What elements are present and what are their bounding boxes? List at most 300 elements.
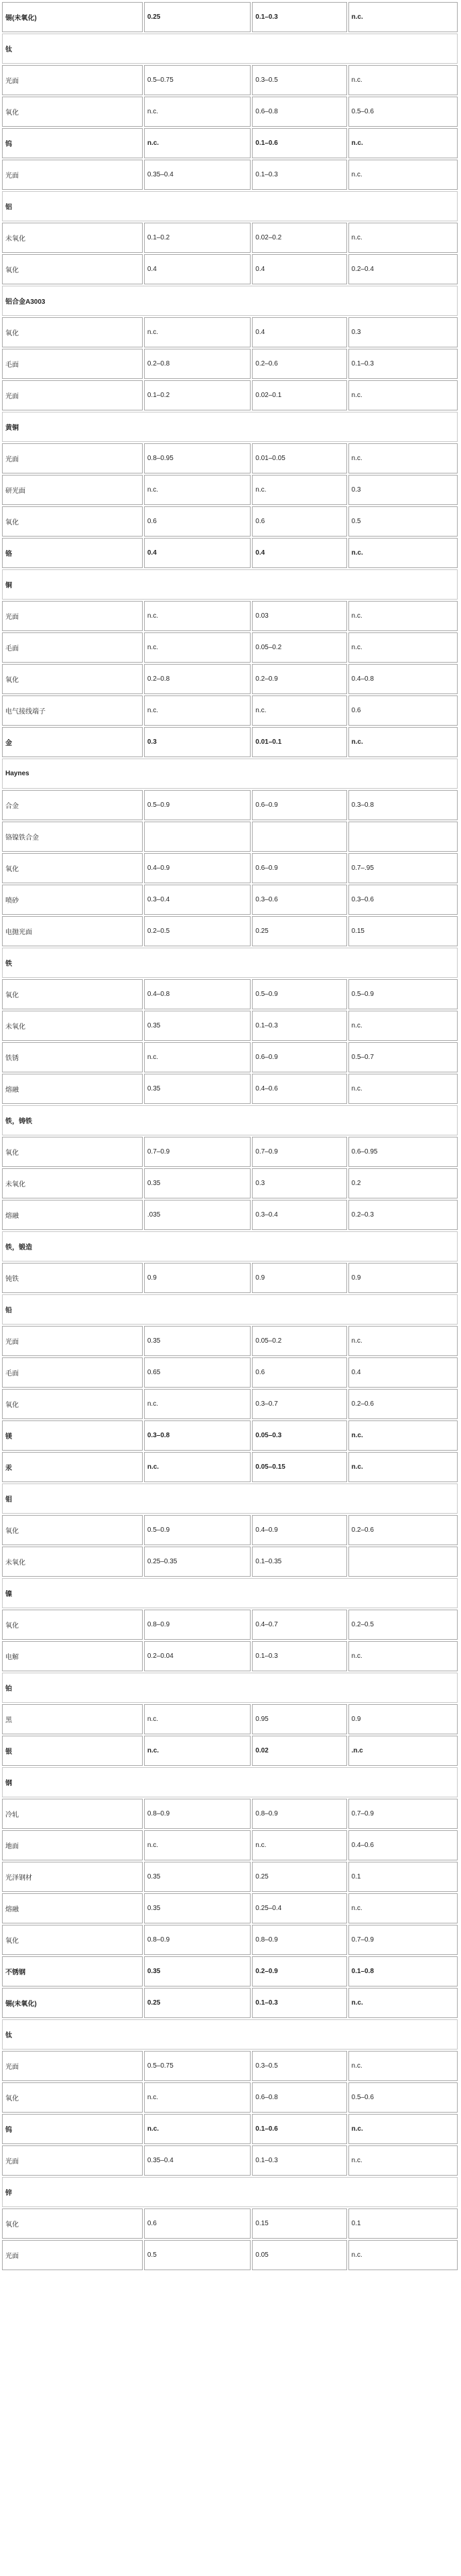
value-cell-col3: n.c. xyxy=(348,632,458,663)
value-cell-col2: 0.1–0.6 xyxy=(252,2114,346,2144)
value-cell-col3: n.c. xyxy=(348,65,458,95)
table-row xyxy=(2,1704,458,1734)
group-heading: 铁，锻造 xyxy=(2,1231,458,1262)
value-cell-col1: n.c. xyxy=(144,97,251,127)
value-cell-col3: n.c. xyxy=(348,1420,458,1451)
material-cell: 熔融 xyxy=(2,1893,143,1923)
material-cell: 光面 xyxy=(2,380,143,410)
table-row xyxy=(2,97,458,127)
value-cell-col2: 0.3–0.5 xyxy=(252,65,346,95)
material-cell: 黑 xyxy=(2,1704,143,1734)
table-row xyxy=(2,1137,458,1167)
value-cell-col3: n.c. xyxy=(348,2240,458,2270)
material-cell: 铬镍铁合金 xyxy=(2,822,143,852)
value-cell-col1: 0.8–0.9 xyxy=(144,1799,251,1829)
table-row xyxy=(2,916,458,946)
table-row xyxy=(2,1389,458,1419)
value-cell-col2: 0.25–0.4 xyxy=(252,1893,346,1923)
value-cell-col3: 0.6 xyxy=(348,695,458,726)
table-row xyxy=(2,1515,458,1545)
value-cell-col3: 0.9 xyxy=(348,1704,458,1734)
value-cell-col1: 0.4 xyxy=(144,254,251,284)
table-row xyxy=(2,1452,458,1482)
material-cell: 光面 xyxy=(2,160,143,190)
value-cell-col2 xyxy=(252,822,346,852)
value-cell-col1: 0.2–0.8 xyxy=(144,349,251,379)
value-cell-col2: 0.2–0.9 xyxy=(252,1956,346,1986)
table-row xyxy=(2,695,458,726)
material-cell: 光面 xyxy=(2,2145,143,2176)
value-cell-col3: 0.5–0.9 xyxy=(348,979,458,1009)
material-cell: 毛面 xyxy=(2,632,143,663)
value-cell-col1: 0.35 xyxy=(144,1168,251,1198)
value-cell-col3: n.c. xyxy=(348,1893,458,1923)
material-cell: 电气接线端子 xyxy=(2,695,143,726)
value-cell-col3: 0.7–0.9 xyxy=(348,1925,458,1955)
table-row xyxy=(2,443,458,473)
value-cell-col1: n.c. xyxy=(144,2082,251,2113)
material-cell: 氧化 xyxy=(2,2208,143,2239)
value-cell-col2: 0.3–0.7 xyxy=(252,1389,346,1419)
material-cell: 汞 xyxy=(2,1452,143,1482)
table-row xyxy=(2,128,458,158)
value-cell-col2: 0.9 xyxy=(252,1263,346,1293)
material-cell: 毛面 xyxy=(2,1357,143,1388)
value-cell-col1: 0.9 xyxy=(144,1263,251,1293)
group-heading: 铁，铸铁 xyxy=(2,1105,458,1135)
value-cell-col1: 0.3–0.4 xyxy=(144,885,251,915)
value-cell-col1: 0.35 xyxy=(144,1956,251,1986)
value-cell-col3 xyxy=(348,1547,458,1577)
value-cell-col1: n.c. xyxy=(144,317,251,347)
table-row xyxy=(2,538,458,568)
value-cell-col3: n.c. xyxy=(348,443,458,473)
material-cell: 氧化 xyxy=(2,2082,143,2113)
material-cell: 氧化 xyxy=(2,664,143,694)
material-cell: 氧化 xyxy=(2,97,143,127)
material-cell: 锡(未氧化) xyxy=(2,1988,143,2018)
material-cell: 未氧化 xyxy=(2,1547,143,1577)
value-cell-col1: 0.5 xyxy=(144,2240,251,2270)
material-cell: 钨 xyxy=(2,2114,143,2144)
value-cell-col3: n.c. xyxy=(348,2051,458,2081)
table-row xyxy=(2,1263,458,1293)
value-cell-col3: n.c. xyxy=(348,128,458,158)
table-row xyxy=(2,1736,458,1766)
value-cell-col1: n.c. xyxy=(144,1042,251,1072)
material-cell: 电解 xyxy=(2,1641,143,1671)
value-cell-col2: 0.03 xyxy=(252,601,346,631)
value-cell-col1: 0.4 xyxy=(144,538,251,568)
table-row xyxy=(2,1988,458,2018)
table-row xyxy=(2,1200,458,1230)
value-cell-col2: 0.8–0.9 xyxy=(252,1799,346,1829)
table-row xyxy=(2,1420,458,1451)
material-cell: 毛面 xyxy=(2,349,143,379)
value-cell-col2: 0.01–0.05 xyxy=(252,443,346,473)
material-cell: 光泽钢材 xyxy=(2,1862,143,1892)
table-row xyxy=(2,1956,458,1986)
value-cell-col3: .n.c xyxy=(348,1736,458,1766)
table-row xyxy=(2,1011,458,1041)
material-cell: 氧化 xyxy=(2,979,143,1009)
table-row xyxy=(2,317,458,347)
value-cell-col3: 0.7–.95 xyxy=(348,853,458,883)
value-cell-col1: 0.6 xyxy=(144,2208,251,2239)
group-heading-row xyxy=(2,569,458,600)
table-row xyxy=(2,822,458,852)
material-cell: 合金 xyxy=(2,790,143,820)
group-heading: 钼 xyxy=(2,1483,458,1514)
table-row xyxy=(2,979,458,1009)
material-cell: 光面 xyxy=(2,2240,143,2270)
material-cell: 钝铁 xyxy=(2,1263,143,1293)
table-row xyxy=(2,2208,458,2239)
value-cell-col3: n.c. xyxy=(348,1326,458,1356)
value-cell-col1: 0.7–0.9 xyxy=(144,1137,251,1167)
value-cell-col1: 0.5–0.75 xyxy=(144,65,251,95)
value-cell-col3: 0.5 xyxy=(348,506,458,537)
table-row xyxy=(2,601,458,631)
value-cell-col3: 0.2–0.5 xyxy=(348,1610,458,1640)
table-row xyxy=(2,65,458,95)
value-cell-col2: 0.6 xyxy=(252,1357,346,1388)
table-row xyxy=(2,223,458,253)
group-heading: 黄铜 xyxy=(2,412,458,442)
table-row xyxy=(2,664,458,694)
material-cell: 银 xyxy=(2,1736,143,1766)
emissivity-table xyxy=(1,1,459,2272)
table-row xyxy=(2,475,458,505)
value-cell-col2: 0.3–0.4 xyxy=(252,1200,346,1230)
table-row xyxy=(2,1610,458,1640)
group-heading: 钛 xyxy=(2,2019,458,2050)
value-cell-col3: 0.4–0.8 xyxy=(348,664,458,694)
value-cell-col2: 0.3 xyxy=(252,1168,346,1198)
value-cell-col2: 0.05–0.15 xyxy=(252,1452,346,1482)
table-row xyxy=(2,1326,458,1356)
table-row xyxy=(2,632,458,663)
value-cell-col3: 0.6–0.95 xyxy=(348,1137,458,1167)
value-cell-col3: n.c. xyxy=(348,2145,458,2176)
value-cell-col1 xyxy=(144,822,251,852)
value-cell-col1: 0.65 xyxy=(144,1357,251,1388)
value-cell-col3: n.c. xyxy=(348,601,458,631)
group-heading-row xyxy=(2,1231,458,1262)
value-cell-col2: 0.4 xyxy=(252,538,346,568)
value-cell-col3: n.c. xyxy=(348,1452,458,1482)
material-cell: 光面 xyxy=(2,443,143,473)
value-cell-col1: n.c. xyxy=(144,128,251,158)
value-cell-col3: n.c. xyxy=(348,1074,458,1104)
value-cell-col3: 0.3–0.8 xyxy=(348,790,458,820)
value-cell-col3: 0.5–0.6 xyxy=(348,2082,458,2113)
material-cell: 氧化 xyxy=(2,1515,143,1545)
material-cell: 光面 xyxy=(2,601,143,631)
value-cell-col2: 0.05 xyxy=(252,2240,346,2270)
value-cell-col3: 0.2–0.3 xyxy=(348,1200,458,1230)
material-cell: 电抛光面 xyxy=(2,916,143,946)
value-cell-col2: 0.5–0.9 xyxy=(252,979,346,1009)
value-cell-col3: 0.4 xyxy=(348,1357,458,1388)
value-cell-col2: 0.4 xyxy=(252,317,346,347)
material-cell: 氧化 xyxy=(2,1925,143,1955)
value-cell-col3: 0.4–0.6 xyxy=(348,1830,458,1860)
table-row xyxy=(2,254,458,284)
group-heading-row xyxy=(2,1578,458,1608)
table-row xyxy=(2,1925,458,1955)
value-cell-col1: 0.35 xyxy=(144,1893,251,1923)
table-body xyxy=(2,2,458,2270)
table-row xyxy=(2,380,458,410)
value-cell-col1: 0.35–0.4 xyxy=(144,160,251,190)
material-cell: 氧化 xyxy=(2,1610,143,1640)
value-cell-col2: n.c. xyxy=(252,695,346,726)
value-cell-col2: 0.1–0.35 xyxy=(252,1547,346,1577)
material-cell: 镁 xyxy=(2,1420,143,1451)
table-row xyxy=(2,2082,458,2113)
material-cell: 氧化 xyxy=(2,1137,143,1167)
value-cell-col2: 0.1–0.3 xyxy=(252,2145,346,2176)
value-cell-col3: 0.1–0.3 xyxy=(348,349,458,379)
value-cell-col2: 0.1–0.3 xyxy=(252,160,346,190)
material-cell: 铬 xyxy=(2,538,143,568)
value-cell-col2: 0.6–0.8 xyxy=(252,2082,346,2113)
value-cell-col1: 0.25 xyxy=(144,2,251,32)
value-cell-col3: 0.1 xyxy=(348,2208,458,2239)
value-cell-col1: 0.8–0.9 xyxy=(144,1610,251,1640)
group-heading: 铝合金A3003 xyxy=(2,286,458,316)
group-heading-row xyxy=(2,1483,458,1514)
material-cell: 锡(未氧化) xyxy=(2,2,143,32)
material-cell: 光面 xyxy=(2,2051,143,2081)
value-cell-col3: n.c. xyxy=(348,1988,458,2018)
group-heading: 镍 xyxy=(2,1578,458,1608)
table-row xyxy=(2,1547,458,1577)
value-cell-col1: n.c. xyxy=(144,1830,251,1860)
value-cell-col3: 0.5–0.6 xyxy=(348,97,458,127)
value-cell-col3: 0.7–0.9 xyxy=(348,1799,458,1829)
value-cell-col2: 0.02 xyxy=(252,1736,346,1766)
material-cell: 氧化 xyxy=(2,317,143,347)
group-heading-row xyxy=(2,1673,458,1703)
group-heading-row xyxy=(2,1767,458,1797)
table-row xyxy=(2,506,458,537)
material-cell: 金 xyxy=(2,727,143,757)
value-cell-col2: 0.1–0.3 xyxy=(252,1641,346,1671)
group-heading: 钢 xyxy=(2,1767,458,1797)
value-cell-col3: 0.5–0.7 xyxy=(348,1042,458,1072)
table-row xyxy=(2,790,458,820)
group-heading-row xyxy=(2,412,458,442)
value-cell-col1: .035 xyxy=(144,1200,251,1230)
value-cell-col1: n.c. xyxy=(144,1389,251,1419)
table-row xyxy=(2,727,458,757)
table-row xyxy=(2,1168,458,1198)
value-cell-col3: n.c. xyxy=(348,538,458,568)
value-cell-col1: 0.35 xyxy=(144,1011,251,1041)
value-cell-col2: 0.25 xyxy=(252,916,346,946)
value-cell-col2: 0.6–0.9 xyxy=(252,853,346,883)
value-cell-col2: 0.6–0.9 xyxy=(252,1042,346,1072)
value-cell-col1: 0.5–0.75 xyxy=(144,2051,251,2081)
value-cell-col1: n.c. xyxy=(144,1736,251,1766)
value-cell-col2: 0.02–0.2 xyxy=(252,223,346,253)
value-cell-col2: n.c. xyxy=(252,1830,346,1860)
value-cell-col1: n.c. xyxy=(144,1704,251,1734)
table-row xyxy=(2,349,458,379)
material-cell: 钨 xyxy=(2,128,143,158)
table-row xyxy=(2,2051,458,2081)
group-heading: 铁 xyxy=(2,948,458,978)
value-cell-col1: n.c. xyxy=(144,601,251,631)
table-row xyxy=(2,1074,458,1104)
value-cell-col3: n.c. xyxy=(348,2114,458,2144)
value-cell-col1: 0.8–0.95 xyxy=(144,443,251,473)
value-cell-col3: 0.2–0.6 xyxy=(348,1515,458,1545)
value-cell-col1: 0.1–0.2 xyxy=(144,380,251,410)
value-cell-col1: 0.25–0.35 xyxy=(144,1547,251,1577)
table-row xyxy=(2,1862,458,1892)
group-heading-row xyxy=(2,34,458,64)
value-cell-col3 xyxy=(348,822,458,852)
table-row xyxy=(2,1357,458,1388)
value-cell-col1: 0.2–0.04 xyxy=(144,1641,251,1671)
group-heading: Haynes xyxy=(2,759,458,789)
group-heading-row xyxy=(2,759,458,789)
value-cell-col3: 0.15 xyxy=(348,916,458,946)
table-row xyxy=(2,1799,458,1829)
group-heading: 铜 xyxy=(2,569,458,600)
value-cell-col1: 0.35–0.4 xyxy=(144,2145,251,2176)
table-row xyxy=(2,853,458,883)
value-cell-col1: 0.35 xyxy=(144,1074,251,1104)
table-row xyxy=(2,1042,458,1072)
material-cell: 熔融 xyxy=(2,1200,143,1230)
group-heading: 铂 xyxy=(2,1673,458,1703)
value-cell-col3: n.c. xyxy=(348,2,458,32)
value-cell-col1: 0.6 xyxy=(144,506,251,537)
material-cell: 铁锈 xyxy=(2,1042,143,1072)
value-cell-col1: n.c. xyxy=(144,2114,251,2144)
table-row xyxy=(2,885,458,915)
value-cell-col3: 0.1 xyxy=(348,1862,458,1892)
value-cell-col2: 0.6–0.9 xyxy=(252,790,346,820)
value-cell-col2: 0.05–0.3 xyxy=(252,1420,346,1451)
value-cell-col1: n.c. xyxy=(144,1452,251,1482)
group-heading-row xyxy=(2,2177,458,2207)
material-cell: 光面 xyxy=(2,65,143,95)
value-cell-col2: 0.01–0.1 xyxy=(252,727,346,757)
value-cell-col1: 0.8–0.9 xyxy=(144,1925,251,1955)
material-cell: 光面 xyxy=(2,1326,143,1356)
material-cell: 研光面 xyxy=(2,475,143,505)
value-cell-col2: 0.6 xyxy=(252,506,346,537)
value-cell-col2: 0.02–0.1 xyxy=(252,380,346,410)
value-cell-col2: 0.15 xyxy=(252,2208,346,2239)
value-cell-col2: 0.1–0.3 xyxy=(252,1988,346,2018)
value-cell-col2: 0.95 xyxy=(252,1704,346,1734)
value-cell-col2: 0.1–0.6 xyxy=(252,128,346,158)
material-cell: 未氧化 xyxy=(2,1168,143,1198)
material-cell: 喷砂 xyxy=(2,885,143,915)
material-cell: 未氧化 xyxy=(2,223,143,253)
value-cell-col2: 0.2–0.9 xyxy=(252,664,346,694)
table-row xyxy=(2,2114,458,2144)
value-cell-col3: 0.2–0.4 xyxy=(348,254,458,284)
material-cell: 氧化 xyxy=(2,1389,143,1419)
value-cell-col1: 0.35 xyxy=(144,1326,251,1356)
table-row xyxy=(2,1830,458,1860)
value-cell-col2: 0.05–0.2 xyxy=(252,632,346,663)
material-cell: 地面 xyxy=(2,1830,143,1860)
material-cell: 氧化 xyxy=(2,254,143,284)
value-cell-col1: n.c. xyxy=(144,475,251,505)
value-cell-col1: 0.2–0.5 xyxy=(144,916,251,946)
value-cell-col1: 0.2–0.8 xyxy=(144,664,251,694)
material-cell: 未氧化 xyxy=(2,1011,143,1041)
material-cell: 不锈钢 xyxy=(2,1956,143,1986)
value-cell-col1: 0.35 xyxy=(144,1862,251,1892)
value-cell-col1: 0.3 xyxy=(144,727,251,757)
table-row xyxy=(2,1893,458,1923)
value-cell-col1: n.c. xyxy=(144,695,251,726)
value-cell-col2: 0.4 xyxy=(252,254,346,284)
value-cell-col1: 0.1–0.2 xyxy=(144,223,251,253)
value-cell-col2: 0.4–0.7 xyxy=(252,1610,346,1640)
value-cell-col1: 0.25 xyxy=(144,1988,251,2018)
value-cell-col3: 0.1–0.8 xyxy=(348,1956,458,1986)
table-row xyxy=(2,2,458,32)
value-cell-col2: 0.1–0.3 xyxy=(252,2,346,32)
group-heading: 铝 xyxy=(2,191,458,221)
value-cell-col2: 0.4–0.9 xyxy=(252,1515,346,1545)
value-cell-col1: 0.4–0.9 xyxy=(144,853,251,883)
value-cell-col2: 0.7–0.9 xyxy=(252,1137,346,1167)
value-cell-col2: 0.8–0.9 xyxy=(252,1925,346,1955)
value-cell-col2: 0.05–0.2 xyxy=(252,1326,346,1356)
value-cell-col2: 0.25 xyxy=(252,1862,346,1892)
value-cell-col3: n.c. xyxy=(348,380,458,410)
value-cell-col2: 0.2–0.6 xyxy=(252,349,346,379)
value-cell-col3: 0.9 xyxy=(348,1263,458,1293)
value-cell-col3: 0.2–0.6 xyxy=(348,1389,458,1419)
value-cell-col1: 0.4–0.8 xyxy=(144,979,251,1009)
table-row xyxy=(2,2240,458,2270)
group-heading: 钛 xyxy=(2,34,458,64)
value-cell-col3: 0.3 xyxy=(348,475,458,505)
value-cell-col3: 0.2 xyxy=(348,1168,458,1198)
value-cell-col2: 0.3–0.6 xyxy=(252,885,346,915)
material-cell: 熔融 xyxy=(2,1074,143,1104)
value-cell-col3: 0.3 xyxy=(348,317,458,347)
value-cell-col2: 0.1–0.3 xyxy=(252,1011,346,1041)
material-cell: 氧化 xyxy=(2,853,143,883)
value-cell-col1: 0.3–0.8 xyxy=(144,1420,251,1451)
value-cell-col3: n.c. xyxy=(348,1641,458,1671)
table-row xyxy=(2,1641,458,1671)
value-cell-col1: 0.5–0.9 xyxy=(144,790,251,820)
value-cell-col2: 0.6–0.8 xyxy=(252,97,346,127)
group-heading-row xyxy=(2,948,458,978)
group-heading-row xyxy=(2,1105,458,1135)
group-heading: 铅 xyxy=(2,1294,458,1325)
value-cell-col2: 0.3–0.5 xyxy=(252,2051,346,2081)
material-cell: 冷轧 xyxy=(2,1799,143,1829)
value-cell-col3: 0.3–0.6 xyxy=(348,885,458,915)
group-heading-row xyxy=(2,1294,458,1325)
value-cell-col3: n.c. xyxy=(348,1011,458,1041)
